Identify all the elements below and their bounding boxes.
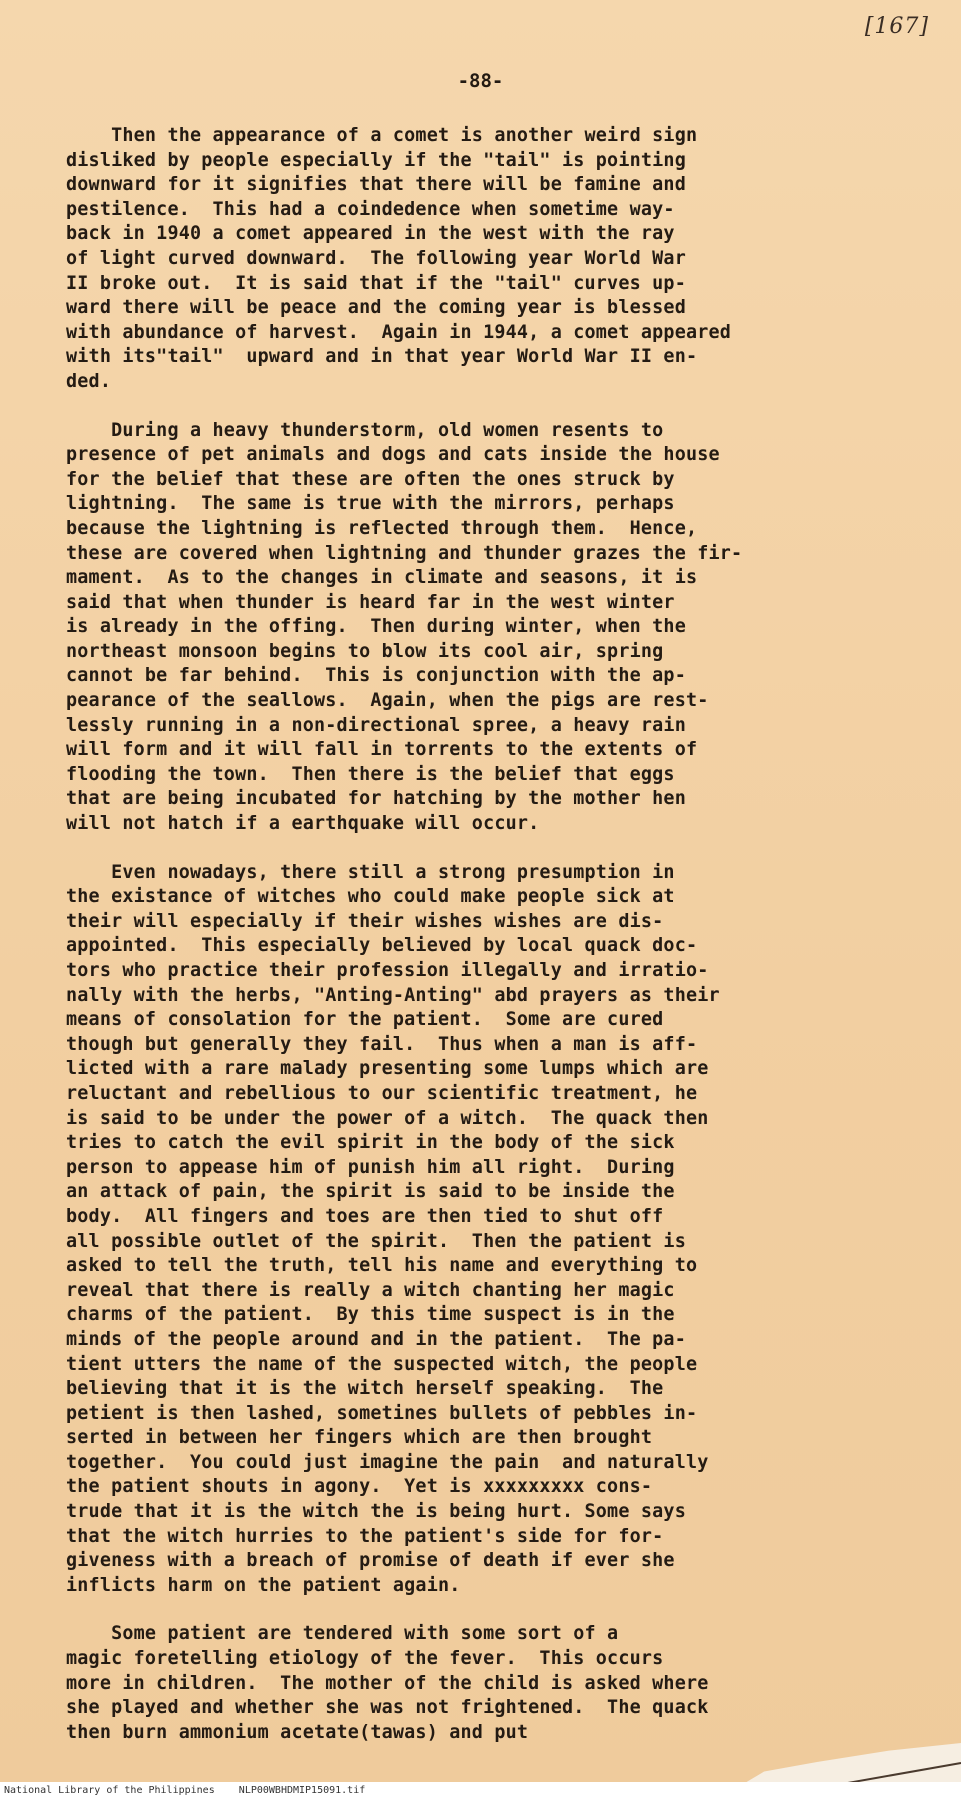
text-line: pestilence. This had a coindedence when sometime way- [66, 198, 675, 220]
text-line: all possible outlet of the spirit. Then the patient is [66, 1230, 686, 1252]
text-line: tors who practice their profession illegally and irratio- [66, 960, 709, 981]
text-line: asked to tell the truth, tell his name and everything to [66, 1255, 698, 1277]
text-line: because the lightning is reflected through them. Hence, [66, 517, 698, 539]
text-line: petient is then lashed, sometines bullets of pebbles in- [66, 1402, 698, 1424]
text-line: means of consolation for the patient. Some are cured [66, 1009, 664, 1031]
text-line: mament. As to the changes in climate and seasons, it is [66, 567, 698, 589]
document-body [66, 124, 936, 1745]
archive-number-note: [167] [864, 14, 929, 39]
text-line: lightning. The same is true with the mirrors, perhaps [66, 493, 675, 515]
text-line: nally with the herbs, "Anting-Anting" abd prayers as their [66, 984, 720, 1006]
text-line: of light curved downward. The following year World War [66, 247, 686, 269]
text-line: she played and whether she was not frightened. The quack [66, 1697, 709, 1719]
text-line: appointed. This especially believed by local quack doc- [66, 935, 698, 957]
text-line: giveness with a breach of promise of death if ever she [66, 1550, 675, 1572]
text-line: II broke out. It is said that if the "tail" curves up- [66, 272, 686, 294]
paragraph-comet [66, 124, 936, 395]
text-line: During a heavy thunderstorm, old women resents to [66, 419, 664, 441]
text-line: charms of the patient. By this time suspect is in the [66, 1304, 675, 1326]
text-line: reveal that there is really a witch chanting her magic [66, 1279, 675, 1301]
text-line: flooding the town. Then there is the belief that eggs [66, 763, 675, 785]
text-line: ded. [66, 370, 112, 392]
text-line: cannot be far behind. This is conjunction with the ap- [66, 665, 686, 687]
archive-footer: National Library of the Philippines NLP00WBHDMIP15091.tif [0, 1782, 961, 1800]
text-line: these are covered when lightning and thunder grazes the fir- [66, 542, 743, 564]
paragraph-thunderstorm [66, 419, 936, 837]
text-line: inflicts harm on the patient again. [66, 1574, 461, 1596]
text-line: trude that it is the witch the is being hurt. Some says [66, 1501, 686, 1523]
text-line: the patient shouts in agony. Yet is xxxxxxxxx cons- [66, 1476, 653, 1498]
text-line: northeast monsoon begins to blow its cool air, spring [66, 640, 664, 662]
text-line: person to appease him of punish him all right. During [66, 1156, 675, 1178]
text-line: presence of pet animals and dogs and cats inside the house [66, 444, 720, 466]
text-line: Some patient are tendered with some sort of a [66, 1623, 619, 1645]
text-line: though but generally they fail. Thus when a man is aff- [66, 1033, 698, 1055]
text-line: believing that it is the witch herself speaking. The [66, 1378, 664, 1400]
text-line: more in children. The mother of the child is asked where [66, 1672, 709, 1694]
text-line: an attack of pain, the spirit is said to be inside the [66, 1181, 675, 1203]
page-number: -88- [457, 70, 504, 92]
text-line: lessly running in a non-directional spree, a heavy rain [66, 714, 686, 736]
text-line: licted with a rare malady presenting some lumps which are [66, 1058, 709, 1080]
text-line: said that when thunder is heard far in the west winter [66, 591, 675, 613]
paragraph-fever [66, 1622, 936, 1745]
text-line: their will especially if their wishes wishes are dis- [66, 910, 664, 932]
text-line: serted in between her fingers which are then brought [66, 1427, 653, 1449]
text-line: will not hatch if a earthquake will occur. [66, 813, 540, 835]
text-line: Even nowadays, there still a strong presumption in [66, 861, 675, 883]
text-line: together. You could just imagine the pain and naturally [66, 1451, 709, 1473]
text-line: with its"tail" upward and in that year World War II en- [66, 346, 698, 368]
text-line: pearance of the seallows. Again, when the pigs are rest- [66, 690, 709, 712]
text-line: tries to catch the evil spirit in the body of the sick [66, 1132, 675, 1154]
text-line: ward there will be peace and the coming year is blessed [66, 297, 686, 319]
paragraph-witches [66, 861, 936, 1599]
text-line: magic foretelling etiology of the fever. This occurs [66, 1648, 664, 1670]
text-line: that the witch hurries to the patient's side for for- [66, 1525, 664, 1547]
text-line: the existance of witches who could make people sick at [66, 886, 675, 908]
text-line: is said to be under the power of a witch. The quack then [66, 1107, 709, 1129]
text-line: will form and it will fall in torrents to the extents of [66, 739, 698, 761]
text-line: with abundance of harvest. Again in 1944, a comet appeared [66, 321, 732, 343]
text-line: body. All fingers and toes are then tied to shut off [66, 1205, 664, 1227]
text-line: for the belief that these are often the ones struck by [66, 468, 675, 490]
text-line: Then the appearance of a comet is another weird sign [66, 125, 698, 146]
text-line: back in 1940 a comet appeared in the west with the ray [66, 223, 675, 245]
text-line: reluctant and rebellious to our scientific treatment, he [66, 1082, 698, 1104]
text-line: is already in the offing. Then during winter, when the [66, 616, 686, 638]
text-line: minds of the people around and in the patient. The pa- [66, 1328, 686, 1350]
text-line: downward for it signifies that there will be famine and [66, 174, 686, 196]
text-line: disliked by people especially if the "tail" is pointing [66, 149, 686, 171]
text-line: tient utters the name of the suspected witch, the people [66, 1353, 698, 1375]
text-line: that are being incubated for hatching by the mother hen [66, 788, 686, 810]
text-line: then burn ammonium acetate(tawas) and put [66, 1721, 529, 1743]
